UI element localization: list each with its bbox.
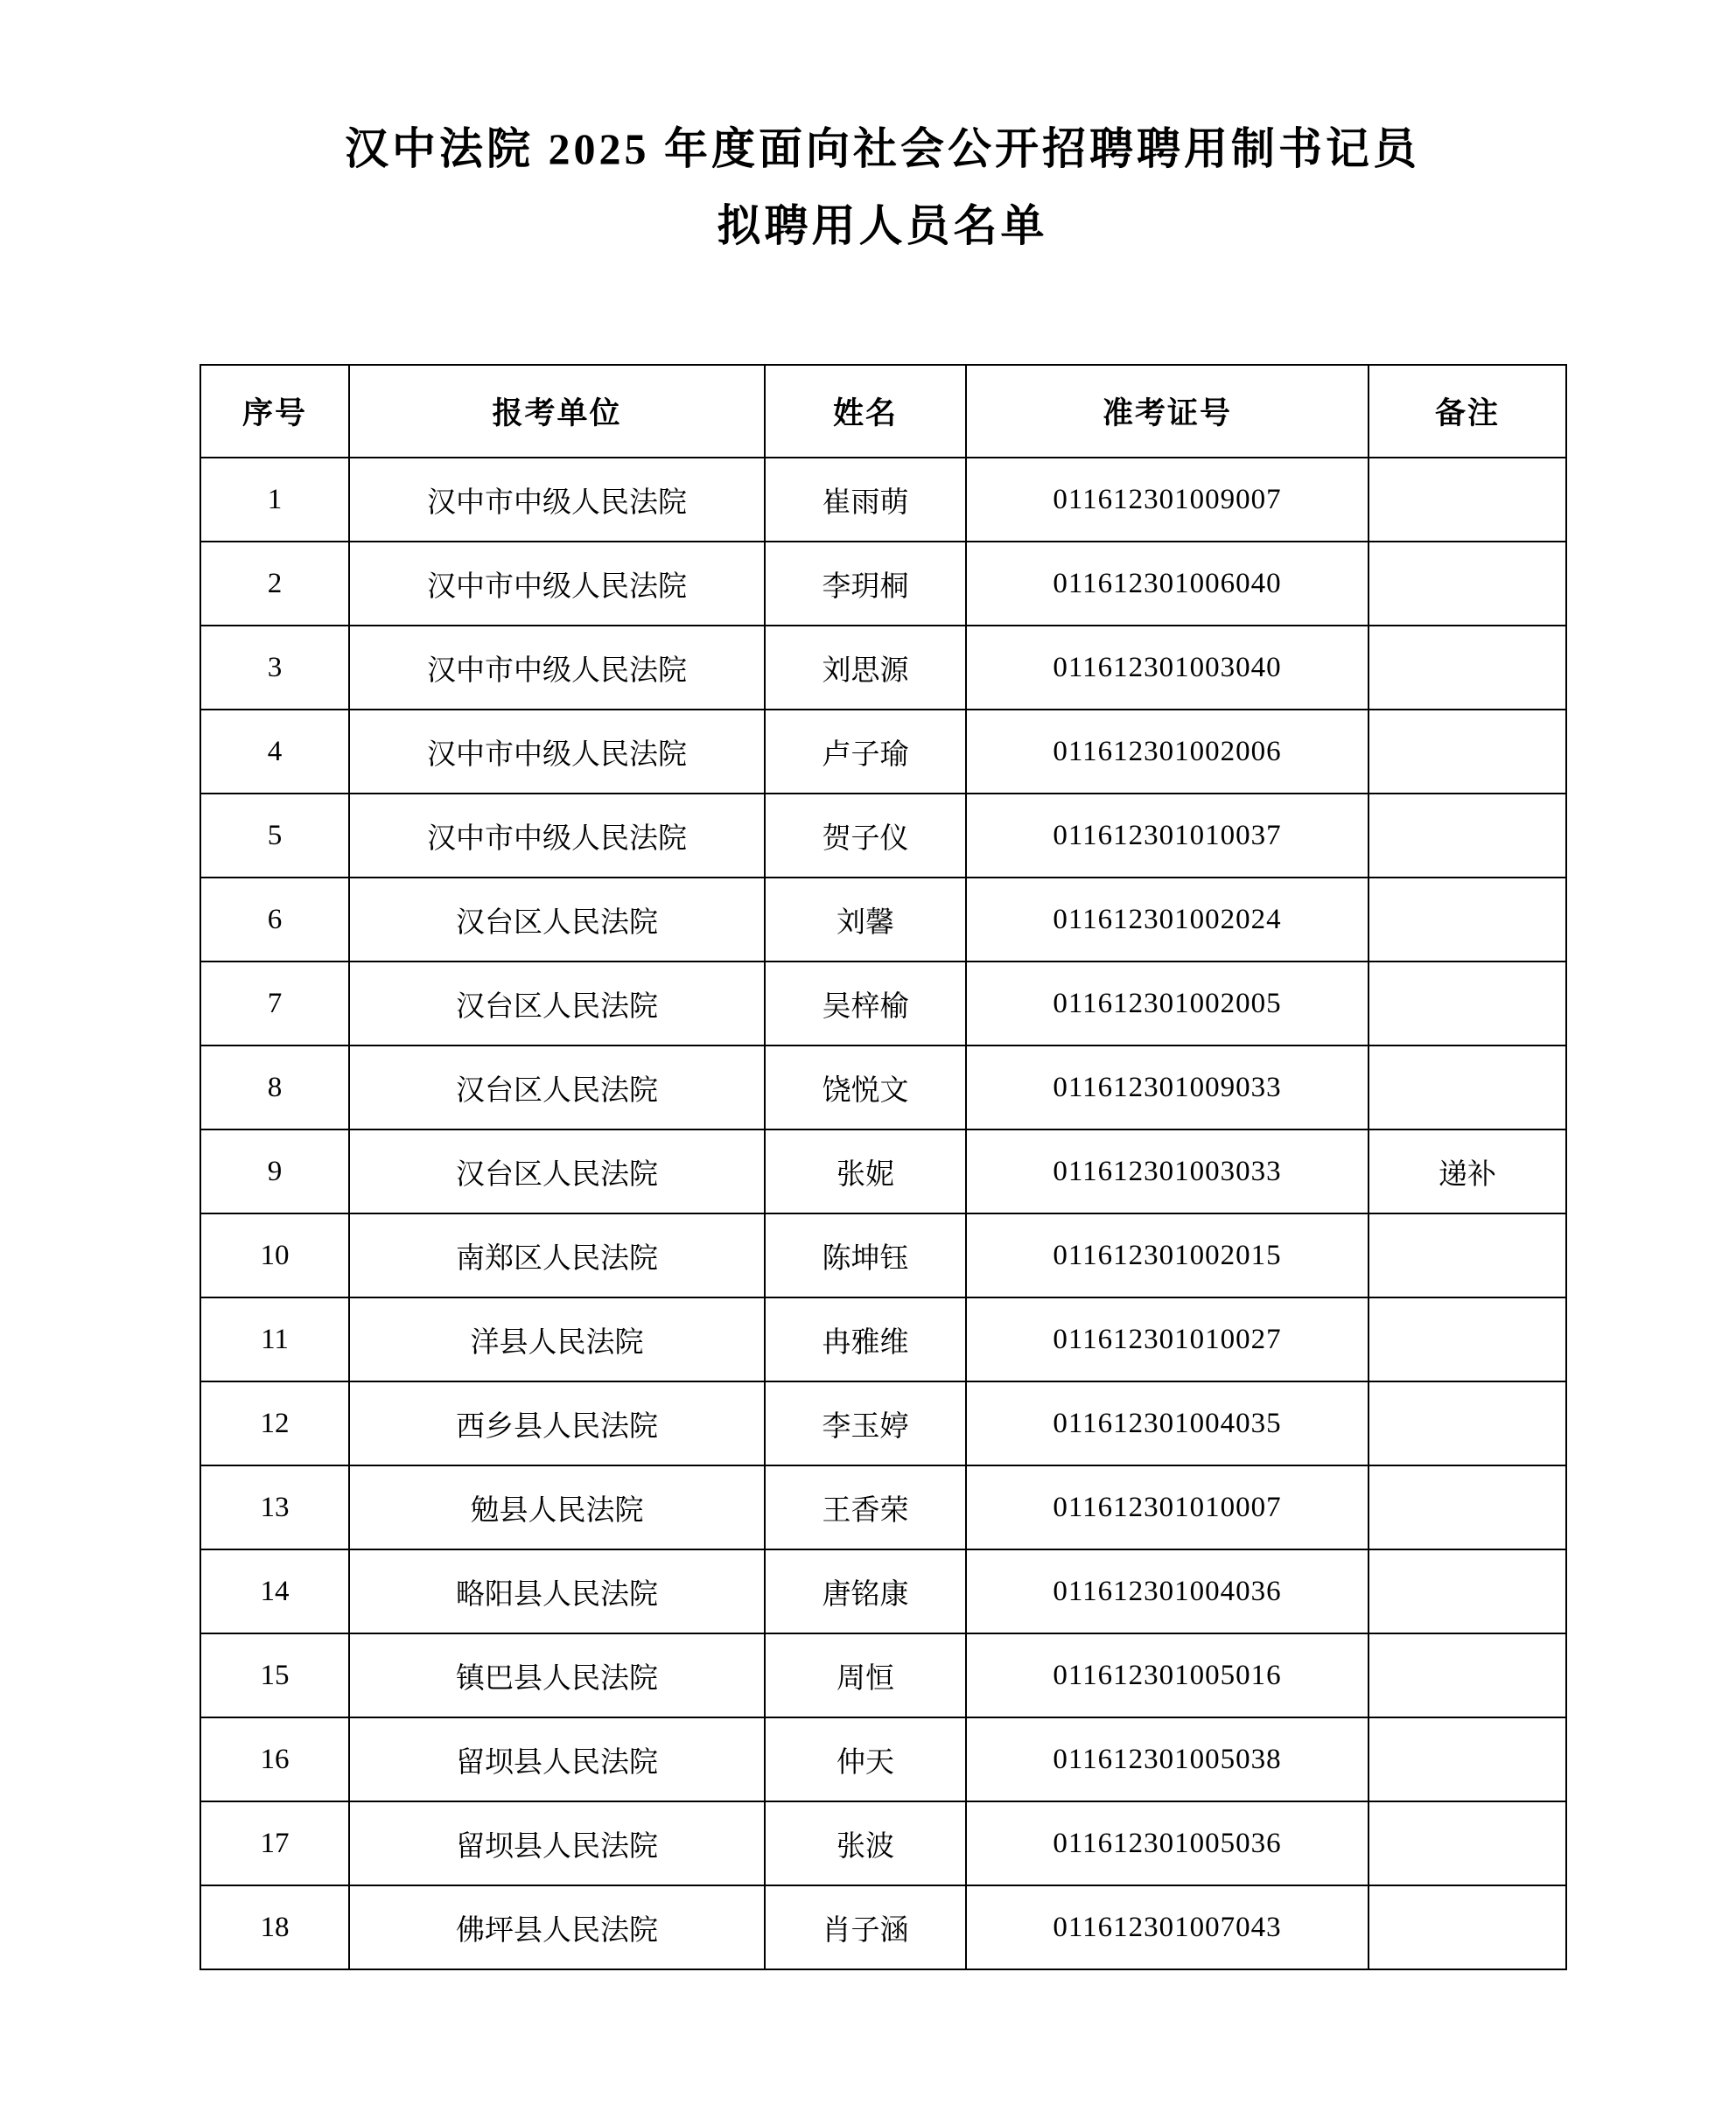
cell-name: 陈坤钰 — [765, 1213, 966, 1297]
cell-unit: 南郑区人民法院 — [349, 1213, 765, 1297]
cell-unit: 略阳县人民法院 — [349, 1549, 765, 1633]
table-row — [200, 1717, 1566, 1801]
cell-no: 10 — [200, 1213, 349, 1297]
cell-no: 3 — [200, 626, 349, 710]
cell-name: 刘思源 — [765, 626, 966, 710]
table-row — [200, 1129, 1566, 1213]
cell-remark — [1368, 1381, 1566, 1465]
document-title-line2: 拟聘用人员名单 — [717, 201, 1048, 250]
cell-unit: 西乡县人民法院 — [349, 1381, 765, 1465]
cell-unit: 汉中市中级人民法院 — [349, 710, 765, 794]
table-row — [200, 1549, 1566, 1633]
cell-remark — [1368, 542, 1566, 626]
cell-no: 8 — [200, 1046, 349, 1129]
cell-ticket: 011612301010007 — [966, 1465, 1368, 1549]
cell-name: 李玥桐 — [765, 542, 966, 626]
cell-remark — [1368, 794, 1566, 878]
cell-remark — [1368, 458, 1566, 542]
header-row — [200, 365, 1566, 458]
cell-unit: 洋县人民法院 — [349, 1297, 765, 1381]
cell-name: 仲天 — [765, 1717, 966, 1801]
cell-no: 17 — [200, 1801, 349, 1885]
cell-name: 李玉婷 — [765, 1381, 966, 1465]
cell-remark — [1368, 626, 1566, 710]
cell-ticket: 011612301004036 — [966, 1549, 1368, 1633]
cell-unit: 汉台区人民法院 — [349, 962, 765, 1046]
cell-name: 肖子涵 — [765, 1885, 966, 1969]
cell-no: 6 — [200, 878, 349, 962]
title-block — [200, 0, 1565, 252]
cell-unit: 镇巴县人民法院 — [349, 1633, 765, 1717]
cell-no: 18 — [200, 1885, 349, 1969]
cell-remark — [1368, 710, 1566, 794]
cell-remark — [1368, 1297, 1566, 1381]
cell-unit: 勉县人民法院 — [349, 1465, 765, 1549]
cell-no: 14 — [200, 1549, 349, 1633]
header-serial-number: 序号 — [200, 365, 349, 458]
cell-unit: 汉中市中级人民法院 — [349, 626, 765, 710]
cell-remark — [1368, 962, 1566, 1046]
cell-ticket: 011612301002005 — [966, 962, 1368, 1046]
cell-unit: 佛坪县人民法院 — [349, 1885, 765, 1969]
table-row — [200, 458, 1566, 542]
cell-ticket: 011612301009033 — [966, 1046, 1368, 1129]
cell-ticket: 011612301006040 — [966, 542, 1368, 626]
header-applied-unit: 报考单位 — [349, 365, 765, 458]
cell-ticket: 011612301010037 — [966, 794, 1368, 878]
cell-no: 5 — [200, 794, 349, 878]
cell-no: 4 — [200, 710, 349, 794]
cell-remark — [1368, 878, 1566, 962]
cell-remark — [1368, 1046, 1566, 1129]
table-row — [200, 1801, 1566, 1885]
header-remarks: 备注 — [1368, 365, 1566, 458]
cell-ticket: 011612301002024 — [966, 878, 1368, 962]
cell-no: 15 — [200, 1633, 349, 1717]
cell-ticket: 011612301010027 — [966, 1297, 1368, 1381]
cell-ticket: 011612301002015 — [966, 1213, 1368, 1297]
cell-name: 卢子瑜 — [765, 710, 966, 794]
cell-name: 吴梓榆 — [765, 962, 966, 1046]
cell-name: 刘馨 — [765, 878, 966, 962]
cell-remark — [1368, 1633, 1566, 1717]
table-row — [200, 1381, 1566, 1465]
table-row — [200, 1046, 1566, 1129]
cell-name: 唐铭康 — [765, 1549, 966, 1633]
cell-remark — [1368, 1465, 1566, 1549]
cell-unit: 留坝县人民法院 — [349, 1801, 765, 1885]
cell-remark — [1368, 1717, 1566, 1801]
cell-ticket: 011612301005036 — [966, 1801, 1368, 1885]
cell-ticket: 011612301005038 — [966, 1717, 1368, 1801]
cell-ticket: 011612301005016 — [966, 1633, 1368, 1717]
cell-remark — [1368, 1213, 1566, 1297]
cell-ticket: 011612301002006 — [966, 710, 1368, 794]
header-name: 姓名 — [765, 365, 966, 458]
table-row — [200, 1885, 1566, 1969]
cell-ticket: 011612301003033 — [966, 1129, 1368, 1213]
cell-name: 周恒 — [765, 1633, 966, 1717]
cell-name: 张波 — [765, 1801, 966, 1885]
cell-name: 张妮 — [765, 1129, 966, 1213]
table-row — [200, 542, 1566, 626]
cell-ticket: 011612301003040 — [966, 626, 1368, 710]
cell-remark — [1368, 1801, 1566, 1885]
cell-name: 冉雅维 — [765, 1297, 966, 1381]
cell-ticket: 011612301009007 — [966, 458, 1368, 542]
table-row — [200, 962, 1566, 1046]
table-body — [200, 458, 1566, 1969]
cell-name: 饶悦文 — [765, 1046, 966, 1129]
table-row — [200, 1297, 1566, 1381]
cell-no: 13 — [200, 1465, 349, 1549]
cell-name: 贺子仪 — [765, 794, 966, 878]
hired-personnel-table — [200, 364, 1567, 1970]
table-row — [200, 710, 1566, 794]
cell-ticket: 011612301007043 — [966, 1885, 1368, 1969]
cell-name: 王香荣 — [765, 1465, 966, 1549]
cell-unit: 汉台区人民法院 — [349, 878, 765, 962]
cell-no: 12 — [200, 1381, 349, 1465]
table-row — [200, 1633, 1566, 1717]
table-row — [200, 1465, 1566, 1549]
cell-unit: 汉中市中级人民法院 — [349, 794, 765, 878]
header-ticket-number: 准考证号 — [966, 365, 1368, 458]
document-title-line1: 汉中法院 2025 年度面向社会公开招聘聘用制书记员 — [345, 124, 1420, 173]
cell-remark — [1368, 1885, 1566, 1969]
cell-unit: 汉中市中级人民法院 — [349, 542, 765, 626]
table-row — [200, 794, 1566, 878]
cell-unit: 汉中市中级人民法院 — [349, 458, 765, 542]
cell-unit: 汉台区人民法院 — [349, 1129, 765, 1213]
cell-no: 1 — [200, 458, 349, 542]
cell-unit: 汉台区人民法院 — [349, 1046, 765, 1129]
cell-no: 7 — [200, 962, 349, 1046]
cell-remark: 递补 — [1368, 1129, 1566, 1213]
cell-unit: 留坝县人民法院 — [349, 1717, 765, 1801]
cell-no: 11 — [200, 1297, 349, 1381]
cell-no: 9 — [200, 1129, 349, 1213]
cell-no: 16 — [200, 1717, 349, 1801]
cell-ticket: 011612301004035 — [966, 1381, 1368, 1465]
table-header — [200, 365, 1566, 458]
cell-no: 2 — [200, 542, 349, 626]
cell-name: 崔雨萌 — [765, 458, 966, 542]
table-row — [200, 878, 1566, 962]
table-row — [200, 1213, 1566, 1297]
cell-remark — [1368, 1549, 1566, 1633]
table-row — [200, 626, 1566, 710]
